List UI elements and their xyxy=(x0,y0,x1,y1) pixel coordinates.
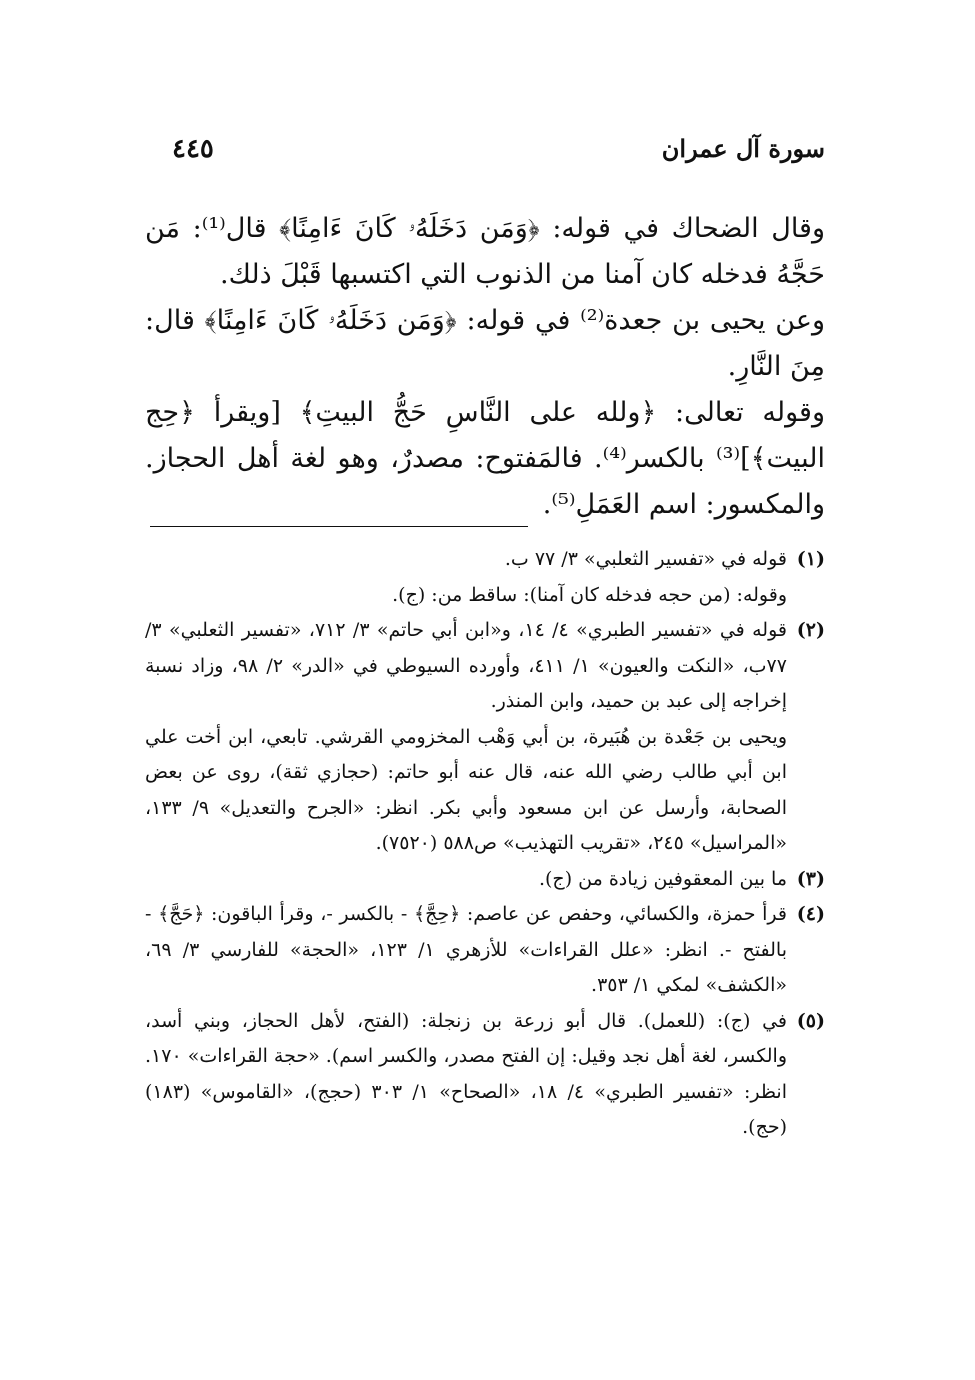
footnote-line: ويحيى بن جَعْدة بن هُبَيرة، بن أبي وَهْب المخزومي القرشي. تابعي، ابن أخت علي ابن أبي طالب رضي الله عنه، قال عنه أبو حاتم: (حجازي ثقة)، روى عن بعض الصحابة، وأرسل عن ابن مسعود وأبي بكر. انظر: «الجرح والتعديل» ٩/ ١٣٣، «المراسيل» ٢٤٥، «تقريب التهذيب» ص٥٨٨ (٧٥٢٠). xyxy=(145,725,787,854)
page-number: ٤٤٥ xyxy=(172,134,214,164)
footnote-number: (١) xyxy=(796,548,825,570)
footnote-line: قوله في «تفسير الطبري» ٤/ ١٤، و«ابن أبي حاتم» ٣/ ٧١٢، «تفسير الثعلبي» ٣/ ٧٧ب، «النكت والعيون» ١/ ٤١١، وأورده السيوطي في «الدر» ٢/ ٩٨، وزاد نسبة إخراجه إلى عبد بن حميد، وابن المنذر. xyxy=(145,619,787,712)
paragraph: وقوله تعالى: ﴿ولله على النَّاسِ حَجُّ البيتِ﴾ [ويقرأ ﴿حِج البيت﴾]⁽³⁾ بالكسر⁽⁴⁾. فالمَفتوح: مصدرٌ، وهو لغة أهل الحجاز. والمكسور: اسم العَمَلِ⁽⁵⁾. xyxy=(145,397,825,520)
footnote xyxy=(145,613,825,720)
footnote-body xyxy=(145,542,787,613)
footnote-body xyxy=(145,897,787,1004)
footnote-body xyxy=(145,862,787,898)
footnote xyxy=(145,542,825,613)
footnote-number: (٥) xyxy=(796,1009,825,1032)
footnote-line: قرأ حمزة، والكسائي، وحفص عن عاصم: ﴿حِجَّ﴾ - بالكسر -، وقرأ الباقون: ﴿حَجَّ﴾ - بالفتح -. انظر: «علل القراءات» للأزهري ١/ ١٢٣، «الحجة» للفارسي ٣/ ٦٩، «الكشف» لمكي ١/ ٣٥٣. xyxy=(145,903,787,996)
footnote xyxy=(145,862,825,898)
footnote-number: (٤) xyxy=(796,903,825,925)
paragraph: وعن يحيى بن جعدة⁽²⁾ في قوله: ﴿وَمَن دَخَلَهُۥ كَانَ ءَامِنًا﴾ قال: مِنَ النَّارِ. xyxy=(145,305,825,382)
page-header xyxy=(150,134,825,174)
footnote-number: (٢) xyxy=(796,619,825,641)
footnote-body xyxy=(145,1004,787,1146)
footnotes xyxy=(145,542,825,1146)
footnote xyxy=(145,1004,825,1146)
footnote-separator xyxy=(150,526,528,527)
main-text xyxy=(145,206,825,528)
footnote-line: في (ج): (للعمل). قال أبو زرعة بن زنجلة: (الفتح، لأهل الحجاز، وبني أسد، والكسر، لغة أهل نجد وقيل: إن الفتح مصدر، والكسر اسم). «حجة القراءات» ١٧٠. انظر: «تفسير الطبري» ٤/ ١٨، «الصحاح» ١/ ٣٠٣ (حجج)، «القاموس» (١٨٣) (حج). xyxy=(145,1009,787,1138)
footnote xyxy=(145,897,825,1004)
footnote-line: قوله في «تفسير الثعلبي» ٣/ ٧٧ ب. xyxy=(504,548,787,570)
footnote-number: (٣) xyxy=(796,867,825,890)
footnote-body xyxy=(145,613,787,720)
footnote-continuation xyxy=(145,720,787,862)
paragraph: وقال الضحاك في قوله: ﴿وَمَن دَخَلَهُۥ كَانَ ءَامِنًا﴾ قال⁽¹⁾: مَن حَجَّهُ فدخله كان آمنا من الذنوب التي اكتسبها قَبْلَ ذلك. xyxy=(145,213,825,290)
footnote-line: ما بين المعقوفين زيادة من (ج). xyxy=(538,867,787,890)
footnote-line: وقوله: (من حجه فدخله كان آمنا): ساقط من: (ج). xyxy=(392,583,787,606)
running-title: سورة آل عمران xyxy=(661,134,825,163)
